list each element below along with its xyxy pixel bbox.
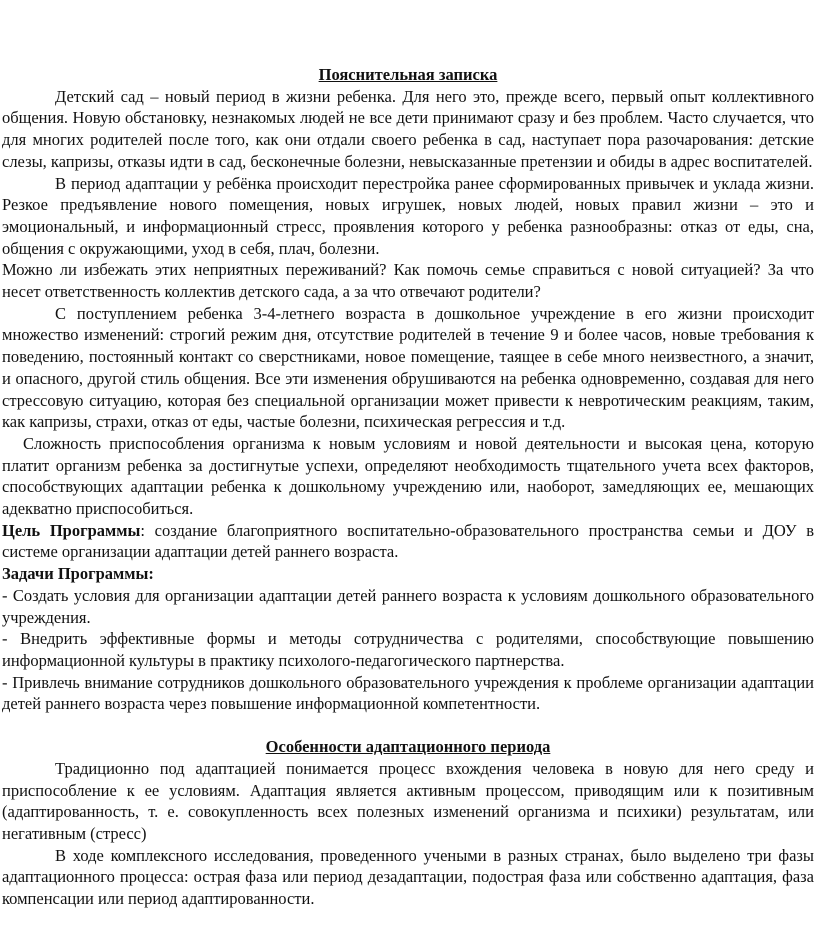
- paragraph-questions: Можно ли избежать этих неприятных переживаний? Как помочь семье справиться с новой ситуацией? За что несет ответственность коллектив детского сада, а за что отвечают родители?: [2, 260, 814, 302]
- program-goal-label: Цель Программы: [2, 520, 141, 540]
- section-title: Особенности адаптационного периода: [265, 737, 551, 757]
- program-tasks-label: Задачи Программы:: [2, 564, 154, 584]
- program-goal-text: : создание благоприятного воспитательно-образовательного пространства семьи и ДОУ в системе организации адаптации детей раннего возраста.: [2, 520, 814, 562]
- task-item: - Внедрить эффективные формы и методы сотрудничества с родителями, способствующие повышению информационной культуры в практику психолого-педагогического партнерства.: [2, 629, 814, 670]
- paragraph-intro: Детский сад – новый период в жизни ребенка. Для него это, прежде всего, первый опыт коллективного общения. Новую обстановку, незнакомых людей не все дети принимают сразу и без проблем. Часто случается, что для многих родителей после того, как они отдали своего ребенка в сад, наступает пора разочарования: детские слезы, капризы, отказы идти в сад, бесконечные болезни, невысказанные претензии и обиды в адрес воспитателей.: [2, 86, 814, 171]
- paragraph-complexity: Сложность приспособления организма к новым условиям и новой деятельности и высокая цена, которую платит организм ребенка за достигнутые успехи, определяют необходимость тщательного учета всех факторов, способствующих адаптации ребенка к дошкольному учреждению или, наоборот, замедляющих ее, мешающих адекватно приспособиться.: [2, 433, 814, 519]
- paragraph-adaptation-definition: Традиционно под адаптацией понимается процесс вхождения человека в новую для него среду и приспособление к ее условиям. Адаптация является активным процессом, приводящим или к позитивным (адаптированность, т. е. совокупленность всех полезных изменений организма и психики) результатам, или негативным (стресс): [2, 758, 814, 843]
- task-item: - Привлечь внимание сотрудников дошкольного образовательного учреждения к проблеме организации адаптации детей раннего возраста через повышение информационной компетентности.: [2, 672, 814, 714]
- task-item: - Создать условия для организации адаптации детей раннего возраста к условиям дошкольного образовательного учреждения.: [2, 585, 814, 627]
- program-goal: [2, 520, 814, 563]
- paragraph-adaptation-period: В период адаптации у ребёнка происходит перестройка ранее сформированных привычек и уклада жизни. Резкое предъявление нового помещения, новых игрушек, новых людей, новых правил жизни – это и эмоциональный, и информационный стресс, проявления которого у ребенка разнообразны: отказ от еды, сна, общения с окружающими, уход в себя, плач, болезни.: [2, 173, 814, 258]
- paragraph-changes: С поступлением ребенка 3-4-летнего возраста в дошкольное учреждение в его жизни происходит множество изменений: строгий режим дня, отсутствие родителей в течение 9 и более часов, новые требования к поведению, постоянный контакт со сверстниками, новое помещение, таящее в себе много неизвестного, а значит, и опасного, другой стиль общения. Все эти изменения обрушиваются на ребенка одновременно, создавая для него стрессовую ситуацию, которая без специальной организации может привести к невротическим реакциям, таким, как капризы, страхи, отказ от еды, частые болезни, психическая регрессия и т.д.: [2, 303, 814, 432]
- document-page: [2, 64, 814, 910]
- paragraph-adaptation-phases: В ходе комплексного исследования, проведенного учеными в разных странах, было выделено три фазы адаптационного процесса: острая фаза или период дезадаптации, подострая фаза или собственно адаптация, фаза компенсации или период адаптированности.: [2, 845, 814, 909]
- document-title: Пояснительная записка: [318, 65, 498, 84]
